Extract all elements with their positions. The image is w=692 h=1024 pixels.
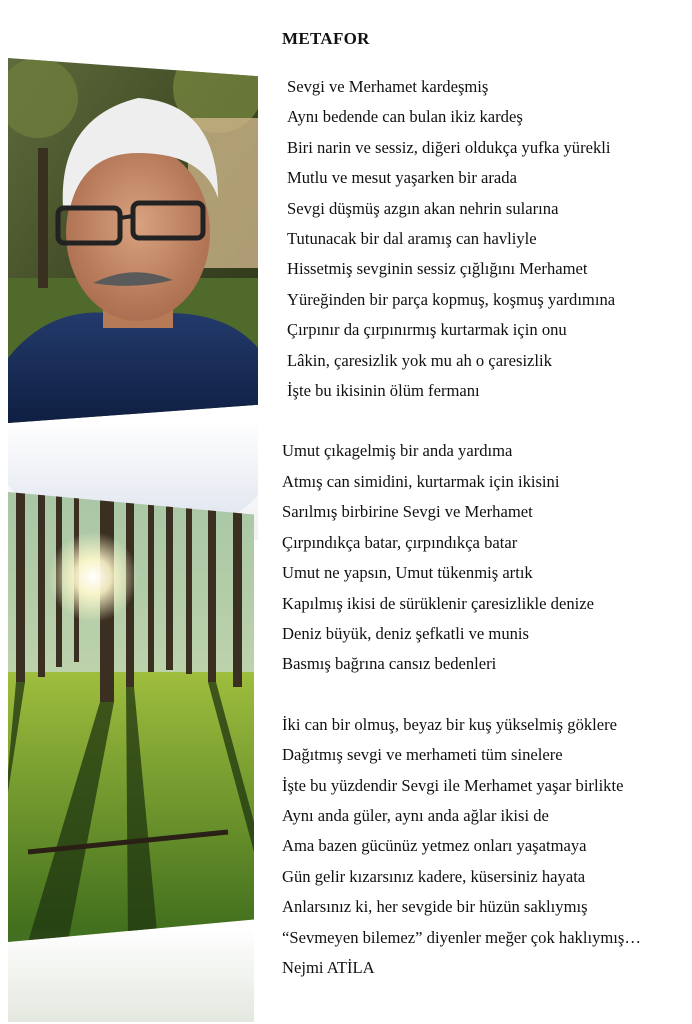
- poem-author: Nejmi ATİLA: [282, 957, 375, 977]
- poem-line: Yüreğinden bir parça kopmuş, koşmuş yardımına: [287, 289, 616, 309]
- poem-line: Kapılmış ikisi de sürüklenir çaresizlikle denize: [282, 593, 594, 613]
- stanza-2: [282, 436, 687, 679]
- poem-line: İki can bir olmuş, beyaz bir kuş yükselmiş göklere: [282, 714, 618, 734]
- poem-line: İşte bu ikisinin ölüm fermanı: [287, 381, 480, 401]
- poem-line: Umut ne yapsın, Umut tükenmiş artık: [282, 563, 533, 583]
- poem-line: Tutunacak bir dal aramış can havliyle: [287, 229, 537, 249]
- poem-line: Lâkin, çaresizlik yok mu ah o çaresizlik: [287, 350, 552, 370]
- poem-line: Aynı bedende can bulan ikiz kardeş: [287, 107, 523, 127]
- poem-line: Çırpındıkça batar, çırpındıkça batar: [282, 532, 518, 552]
- forest-reflection-image: [8, 927, 254, 1022]
- poem-line: Hissetmiş sevginin sessiz çığlığını Merhamet: [287, 259, 588, 279]
- poem-line: Aynı anda güler, aynı anda ağlar ikisi de: [282, 805, 549, 825]
- portrait-photo-block: [8, 58, 258, 488]
- poem-line: Anlarsınız ki, her sevgide bir hüzün saklıymış: [282, 897, 588, 917]
- poem-title: METAFOR: [282, 29, 370, 48]
- portrait-photo: [8, 58, 258, 423]
- forest-image: [8, 492, 254, 942]
- poem-line: Çırpınır da çırpınırmış kurtarmak için onu: [287, 320, 567, 340]
- forest-sunlight-photo: [8, 492, 254, 942]
- poem-line: Biri narin ve sessiz, diğeri oldukça yufka yürekli: [287, 137, 611, 157]
- poem-line: Basmış bağrına cansız bedenleri: [282, 654, 497, 674]
- poem-line: Ama bazen gücünüz yetmez onları yaşatmaya: [282, 836, 587, 856]
- poem-line: Dağıtmış sevgi ve merhameti tüm sinelere: [282, 745, 563, 765]
- poem-line: Sevgi düşmüş azgın akan nehrin sularına: [287, 198, 559, 218]
- stanza-3: [282, 710, 687, 953]
- poem: [282, 28, 687, 983]
- poem-line: Sarılmış birbirine Sevgi ve Merhamet: [282, 502, 533, 522]
- poem-line: İşte bu yüzdendir Sevgi ile Merhamet yaşar birlikte: [282, 775, 624, 795]
- stanza-1: [282, 72, 687, 406]
- poem-line: Umut çıkagelmiş bir anda yardıma: [282, 441, 513, 461]
- poem-line: Atmış can simidini, kurtarmak için ikisini: [282, 471, 560, 491]
- poem-line: “Sevmeyen bilemez” diyenler meğer çok haklıymış…: [282, 927, 641, 947]
- forest-reflection: [8, 927, 254, 1022]
- poem-line: Mutlu ve mesut yaşarken bir arada: [287, 168, 517, 188]
- stanza-gap: [282, 680, 687, 710]
- poem-line: Gün gelir kızarsınız kadere, küsersiniz hayata: [282, 866, 586, 886]
- poem-line: Deniz büyük, deniz şefkatli ve munis: [282, 623, 530, 643]
- forest-photo-block: [8, 492, 254, 1022]
- poem-line: Sevgi ve Merhamet kardeşmiş: [287, 77, 489, 96]
- portrait-image: [8, 58, 258, 423]
- stanza-gap: [282, 406, 687, 436]
